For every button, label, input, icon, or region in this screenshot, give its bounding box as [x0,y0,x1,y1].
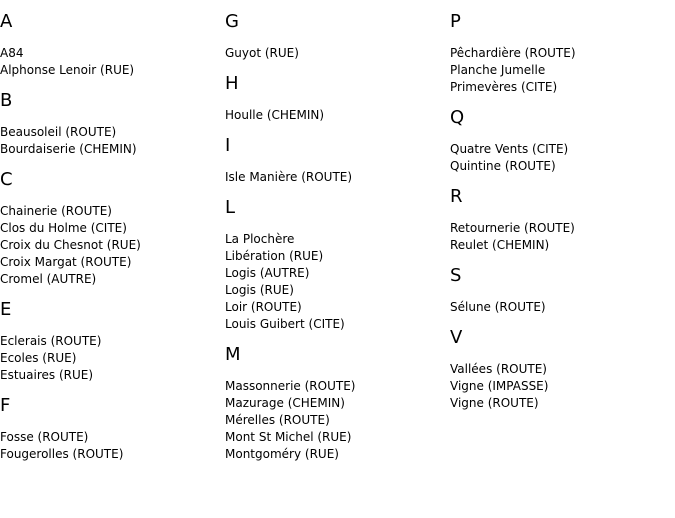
street-list [225,45,450,62]
letter-heading: P [450,11,461,32]
street-index-column-2 [225,0,450,463]
letter-heading: E [0,299,12,320]
street-list [450,299,675,316]
letter-group [0,169,225,288]
street-link[interactable]: Reulet (CHEMIN) [450,238,550,252]
street-list [0,429,225,463]
street-link[interactable]: Isle Manière (ROUTE) [225,170,353,184]
street-link[interactable]: Cromel (AUTRE) [0,272,97,286]
street-list [225,169,450,186]
letter-heading: Q [450,107,465,128]
street-list [450,45,675,96]
street-link[interactable]: Quintine (ROUTE) [450,159,556,173]
street-link[interactable]: Vigne (ROUTE) [450,396,539,410]
street-link[interactable]: Mazurage (CHEMIN) [225,396,345,410]
letter-group [225,73,450,124]
street-link[interactable]: Ecoles (RUE) [0,351,77,365]
street-link[interactable]: Quatre Vents (CITE) [450,142,569,156]
letter-group [0,90,225,158]
street-list [0,45,225,79]
letter-heading: S [450,265,462,286]
street-list [450,361,675,412]
letter-heading: F [0,395,11,416]
street-list [225,378,450,463]
letter-heading: H [225,73,239,94]
street-list [0,124,225,158]
letter-heading: G [225,11,239,32]
letter-heading: L [225,197,236,218]
street-link[interactable]: Montgoméry (RUE) [225,447,339,461]
letter-group [450,11,675,96]
letter-heading: R [450,186,463,207]
street-link[interactable]: La Plochère [225,232,295,246]
street-link[interactable]: Massonnerie (ROUTE) [225,379,356,393]
street-link[interactable]: A84 [0,46,24,60]
letter-group [0,299,225,384]
street-link[interactable]: Houlle (CHEMIN) [225,108,325,122]
street-link[interactable]: Beausoleil (ROUTE) [0,125,117,139]
street-link[interactable]: Eclerais (ROUTE) [0,334,102,348]
street-link[interactable]: Fougerolles (ROUTE) [0,447,124,461]
letter-heading: C [0,169,13,190]
street-link[interactable]: Vigne (IMPASSE) [450,379,549,393]
letter-group [225,11,450,62]
letter-heading: A [0,11,13,32]
street-link[interactable]: Fosse (ROUTE) [0,430,89,444]
street-link[interactable]: Vallées (ROUTE) [450,362,547,376]
letter-group [450,186,675,254]
letter-group [0,11,225,79]
street-link[interactable]: Retournerie (ROUTE) [450,221,575,235]
street-link[interactable]: Croix du Chesnot (RUE) [0,238,141,252]
street-link[interactable]: Loir (ROUTE) [225,300,302,314]
street-list [225,107,450,124]
letter-group [450,107,675,175]
letter-heading: B [0,90,13,111]
street-link[interactable]: Logis (AUTRE) [225,266,310,280]
street-link[interactable]: Libération (RUE) [225,249,324,263]
street-index-column-3 [450,0,675,412]
street-link[interactable]: Logis (RUE) [225,283,294,297]
street-list [0,203,225,288]
street-link[interactable]: Estuaires (RUE) [0,368,94,382]
letter-group [225,135,450,186]
street-link[interactable]: Primevères (CITE) [450,80,558,94]
street-link[interactable]: Planche Jumelle [450,63,546,77]
street-link[interactable]: Guyot (RUE) [225,46,299,60]
letter-group [450,265,675,316]
letter-group [0,395,225,463]
street-list [450,141,675,175]
street-link[interactable]: Mérelles (ROUTE) [225,413,330,427]
street-link[interactable]: Bourdaiserie (CHEMIN) [0,142,137,156]
letter-group [450,327,675,412]
street-link[interactable]: Louis Guibert (CITE) [225,317,345,331]
street-list [225,231,450,333]
letter-group [225,344,450,463]
street-link[interactable]: Mont St Michel (RUE) [225,430,352,444]
letter-group [225,197,450,333]
letter-heading: V [450,327,463,348]
street-link[interactable]: Clos du Holme (CITE) [0,221,127,235]
street-index-column-1 [0,0,225,463]
street-link[interactable]: Croix Margat (ROUTE) [0,255,132,269]
street-link[interactable]: Chainerie (ROUTE) [0,204,112,218]
street-list [0,333,225,384]
street-link[interactable]: Alphonse Lenoir (RUE) [0,63,135,77]
street-link[interactable]: Pêchardière (ROUTE) [450,46,576,60]
letter-heading: I [225,135,231,156]
street-list [450,220,675,254]
letter-heading: M [225,344,241,365]
street-link[interactable]: Sélune (ROUTE) [450,300,546,314]
